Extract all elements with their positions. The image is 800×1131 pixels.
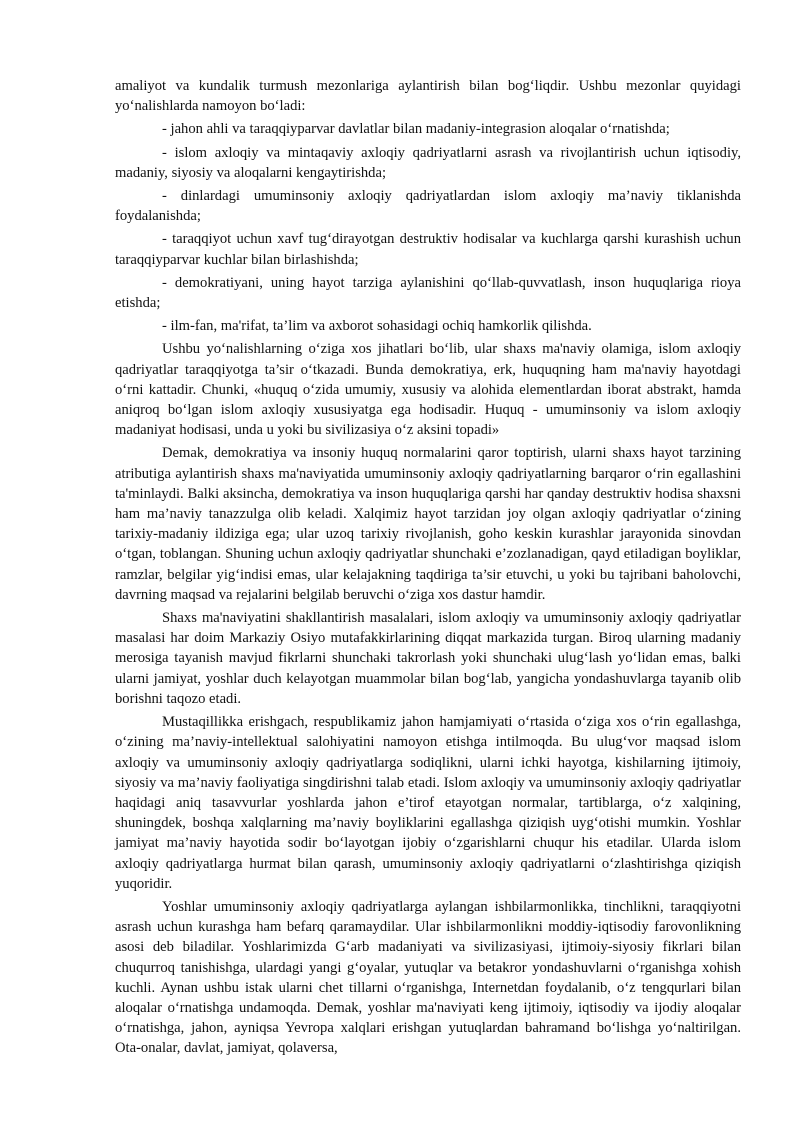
list-item-2: - islom axloqiy va mintaqaviy axloqiy qadriyatlarni asrash va rivojlantirish uchun iqtisodiy, madaniy, siyosiy va aloqalarni kengaytirishda; xyxy=(115,144,741,181)
list-item-4: - taraqqiyot uchun xavf tug‘dirayotgan destruktiv hodisalar va kuchlarga qarshi kurashish uchun taraqqiyparvar kuchlar bilan birlashishda; xyxy=(115,231,741,268)
paragraph-directions: Ushbu yo‘nalishlarning o‘ziga xos jihatlari bo‘lib, ular shaxs ma'naviy olamiga, islom axloqiy qadriyatlar taraqqiyotga ta’sir o‘tkazadi. Bunda demokratiya, erk, huquqning ham ma'naviy hayotdagi o‘rni kattadir. Chunki, «huquq o‘zida umumiy, xususiy va alohida elementlardan iborat abstrakt, hamda aniqroq bo‘lgan islom axloqiy xususiyatga ega hodisadir. Huquq - umuminsoniy va islom axloqiy madaniyat hodisasi, unda u yoki bu sivilizasiya o‘z aksini topadi» xyxy=(115,341,741,439)
paragraph-spirituality: Shaxs ma'naviyatini shakllantirish masalalari, islom axloqiy va umuminsoniy axloqiy qadriyatlar masalasi har doim Markaziy Osiyo mutafakkirlarining diqqat markazida turgan. Biroq ularning madaniy merosiga tayanish mavjud fikrlarni shunchaki takrorlash yoki shunchaki ulug‘lash yo‘lidan emas, balki ularni jamiyat, yoshlar duch kelayotgan muammolar bilan bog‘lab, yangicha yondashuvlarga tayanib olib borishni taqozo etadi. xyxy=(115,610,741,707)
paragraph-youth: Yoshlar umuminsoniy axloqiy qadriyatlarga aylangan ishbilarmonlikka, tinchlikni, taraqqiyotni asrash uchun kurashga ham befarq qaramaydilar. Ular ishbilarmonlikni moddiy-iqtisodiy farovonlikning asosi deb biladilar. Yoshlarimizda G‘arb madaniyati va sivilizasiyasi, ijtimoiy-siyosiy fikrlari bilan chuqurroq tanishishga, ulardagi yangi g‘oyalar, yutuqlar va betakror yondashuvlarni o‘rganishga xohish kuchli. Aynan ushbu istak ularni chet tillarni o‘rganishga, Internetdan foydalanib, o‘z tengqurlari bilan aloqalar o‘rnatishga undamoqda. Demak, yoshlar ma'naviyati keng ijtimoiy, iqtisodiy va ijodiy aloqalar o‘rnatishga, jahon, ayniqsa Yevropa xalqlari erishgan yutuqlardan bahramand bo‘lishga yo‘naltirilgan. Ota-onalar, davlat, jamiyat, qolaversa, xyxy=(115,898,741,1057)
paragraph-independence: Mustaqillikka erishgach, respublikamiz jahon hamjamiyati o‘rtasida o‘ziga xos o‘rin egallashga, o‘zining ma’naviy-intellektual salohiyatini namoyon etishga intilmoqda. Bu ulug‘vor maqsad islom axloqiy va umuminsoniy axloqiy qadriyatlarga sodiqlikni, ularni ichki hayotga, kishilarning ijtimoiy, siyosiy va ma’naviy faoliyatiga singdirishni talab etadi. Islom axloqiy va umuminsoniy axloqiy qadriyatlar haqidagi aniq tasavvurlar yoshlarda jahon e’tirof etayotgan normalar, tartiblarga, o‘z xalqining, shuningdek, boshqa xalqlarning ma’naviy boyliklarini egallashga qiziqish uyg‘otishi mumkin. Yoshlar jamiyat ma’naviy hayotida sodir bo‘layotgan ijobiy o‘zgarishlarni chuqur his etadilar. Ularda islom axloqiy qadriyatlarga hurmat bilan qarash, umuminsoniy axloqiy qadriyatlarni o‘zlashtirishga qiziqish yuqoridir. xyxy=(115,714,741,892)
list-item-6: - ilm-fan, ma'rifat, ta’lim va axborot sohasidagi ochiq hamkorlik qilishda. xyxy=(162,318,592,335)
paragraph-democracy: Demak, demokratiya va insoniy huquq normalarini qaror toptirish, ularni shaxs hayot tarzining atributiga aylantirish shaxs ma'naviyatida umuminsoniy axloqiy qadriyatlarning barqaror o‘rin egallashini ta'minlaydi. Balki aksincha, demokratiya va inson huquqlariga qarshi har qanday destruktiv hodisa shaxsni ham ma’naviy tanazzulga olib keladi. Xalqimiz hayot tarzidan joy olgan axloqiy qadriyatlar o‘zining tarixiy-madaniy ildiziga ega; ular uzoq tarixiy rivojlanish, goho keskin kurashlar jarayonida sinovdan o‘tgan, toblangan. Shuning uchun axloqiy qadriyatlar shunchaki e’zozlanadigan, qayd etiladigan boyliklar, ramzlar, belgilar yig‘indisi emas, ular kelajakning taqdiriga ta’sir etuvchi, u yoki bu tajribani baholovchi, davrning maqsad va rejalarini belgilab beruvchi o‘ziga xos dastur hamdir. xyxy=(115,445,741,603)
list-item-1: - jahon ahli va taraqqiyparvar davlatlar bilan madaniy-integrasion aloqalar o‘rnatishda; xyxy=(162,121,670,138)
list-item-3: - dinlardagi umuminsoniy axloqiy qadriyatlardan islom axloqiy ma’naviy tiklanishda foydalanishda; xyxy=(115,188,741,225)
list-item-5: - demokratiyani, uning hayot tarziga aylanishini qo‘llab-quvvatlash, inson huquqlariga rioya etishda; xyxy=(115,274,741,312)
document-page xyxy=(115,76,741,1059)
paragraph-intro: amaliyot va kundalik turmush mezonlariga aylantirish bilan bog‘liqdir. Ushbu mezonlar quyidagi yo‘nalishlarda namoyon bo‘ladi: xyxy=(115,78,741,115)
